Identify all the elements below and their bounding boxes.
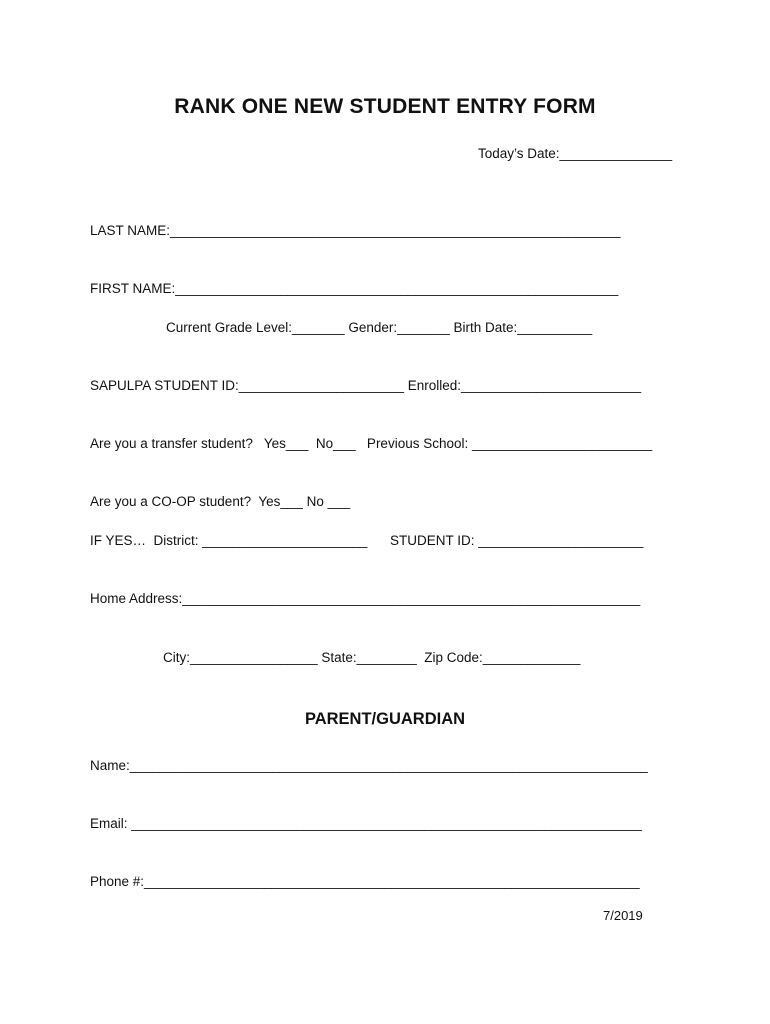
parent-email-field[interactable]: Email: ____________________________________________________________________ [90,816,642,831]
grade-gender-birth-fields[interactable]: Current Grade Level:_______ Gender:_______ Birth Date:__________ [166,320,593,335]
form-title: RANK ONE NEW STUDENT ENTRY FORM [174,95,596,118]
parent-phone-field[interactable]: Phone #:__________________________________________________________________ [90,874,640,889]
last-name-field[interactable]: LAST NAME:____________________________________________________________ [90,223,621,238]
first-name-field[interactable]: FIRST NAME:___________________________________________________________ [90,281,619,296]
transfer-student-fields[interactable]: Are you a transfer student? Yes___ No___ Previous School: ________________________ [90,436,653,451]
parent-name-field[interactable]: Name:_____________________________________________________________________ [90,758,648,773]
coop-student-fields[interactable]: Are you a CO-OP student? Yes___ No ___ [90,494,351,509]
revision-date: 7/2019 [603,908,643,923]
coop-district-student-id-fields[interactable]: IF YES… District: ______________________ STUDENT ID: ______________________ [90,533,644,548]
city-state-zip-fields[interactable]: City:_________________ State:________ Zip Code:_____________ [163,650,581,665]
home-address-field[interactable]: Home Address:_____________________________________________________________ [90,591,641,606]
todays-date-field[interactable]: Today’s Date:_______________ [478,146,673,161]
student-id-enrolled-fields[interactable]: SAPULPA STUDENT ID:______________________ Enrolled:________________________ [90,378,642,393]
parent-guardian-heading: PARENT/GUARDIAN [304,710,466,728]
